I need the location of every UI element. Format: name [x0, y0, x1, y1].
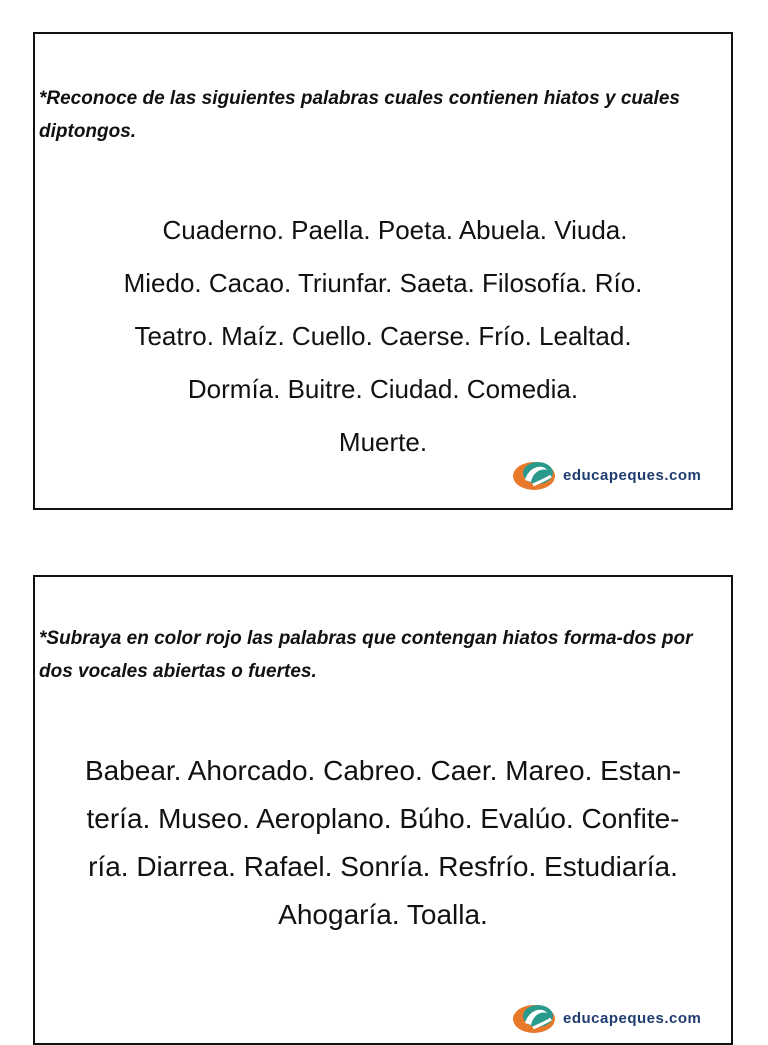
- word-line: Miedo. Cacao. Triunfar. Saeta. Filosofía. Río.: [123, 268, 643, 298]
- educapeques-logo-icon: [511, 458, 557, 492]
- word-line: Dormía. Buitre. Ciudad. Comedia.: [187, 374, 579, 404]
- word-list: [35, 204, 731, 469]
- word-line: Ahogaría. Toalla.: [278, 899, 488, 930]
- logo-text: educapeques.com: [563, 1009, 702, 1027]
- word-line: Teatro. Maíz. Cuello. Caerse. Frío. Lealtad.: [134, 321, 632, 351]
- word-line: Cuaderno. Paella. Poeta. Abuela. Viuda.: [162, 215, 628, 245]
- instruction-text: *Reconoce de las siguientes palabras cuales contienen hiatos y cuales diptongos.: [39, 88, 680, 142]
- exercise-card-hiatos-diptongos: [33, 32, 733, 510]
- educapeques-logo-icon: [511, 1001, 557, 1035]
- word-list: [35, 747, 731, 939]
- educapeques-logo: [511, 458, 701, 492]
- exercise-card-hiatos-vocales-abiertas: [33, 575, 733, 1045]
- educapeques-logo: [511, 1001, 701, 1035]
- word-line: Babear. Ahorcado. Cabreo. Caer. Mareo. Estan-: [84, 755, 682, 786]
- word-line: ría. Diarrea. Rafael. Sonría. Resfrío. Estudiaría.: [88, 851, 678, 882]
- instruction-text: *Subraya en color rojo las palabras que contengan hiatos forma-dos por dos vocales abiertas o fuertes.: [39, 628, 693, 682]
- word-line: Muerte.: [338, 427, 428, 457]
- word-line: tería. Museo. Aeroplano. Búho. Evalúo. Confite-: [86, 803, 680, 834]
- logo-text: educapeques.com: [563, 466, 702, 484]
